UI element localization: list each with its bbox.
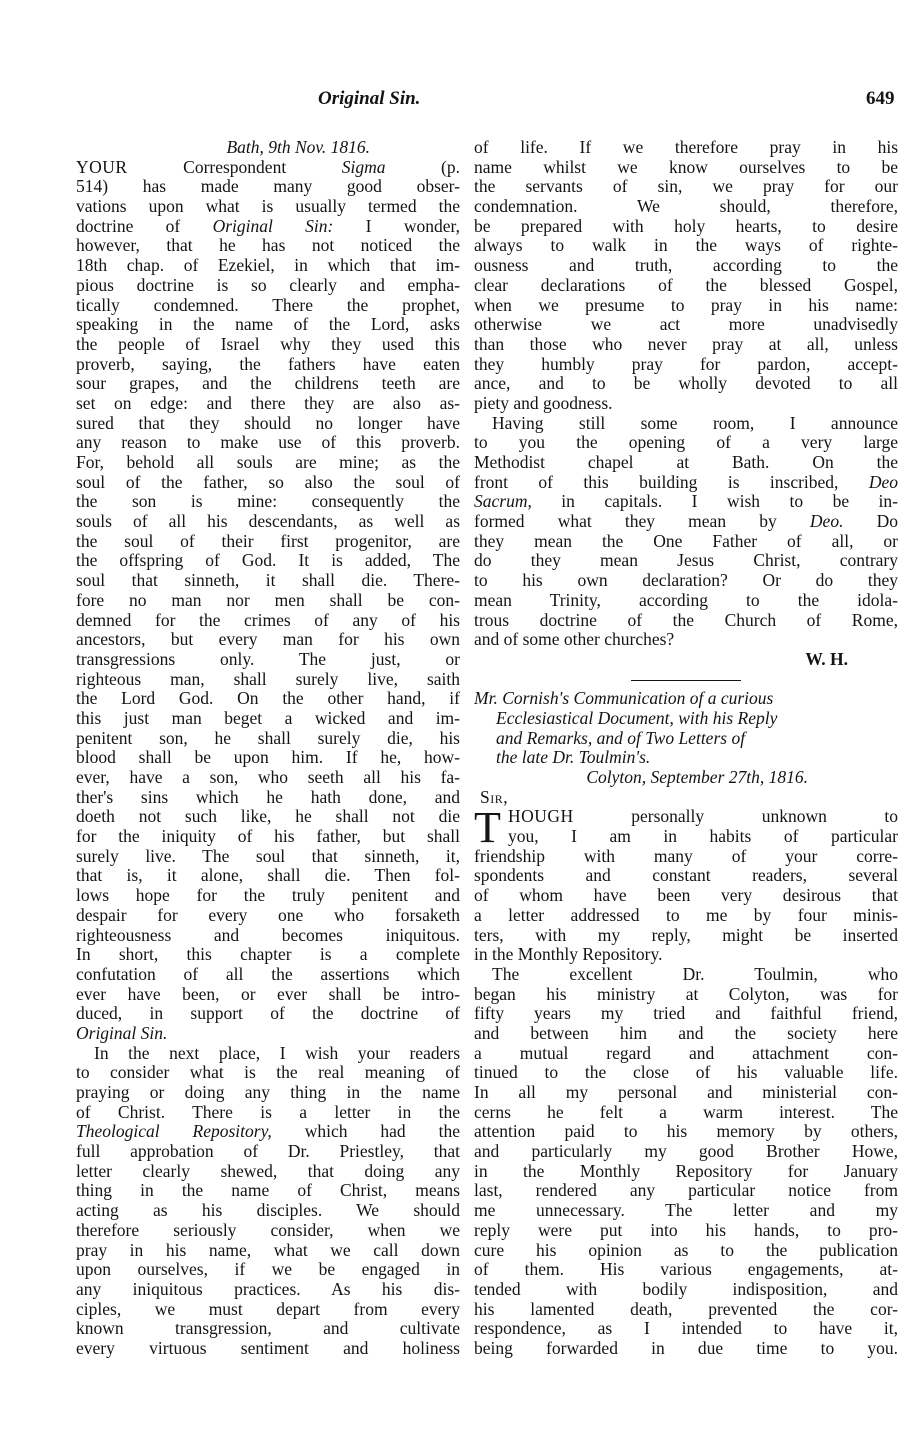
text-line [76, 1162, 460, 1182]
text-run: every virtuous sentiment and holiness [76, 1338, 460, 1358]
text-run: acting as his disciples. We should [76, 1201, 460, 1221]
text-line [76, 512, 460, 532]
text-line [474, 256, 898, 276]
text-run: the son is mine: consequently the [76, 492, 460, 512]
italic-text: Deo. [809, 512, 844, 532]
text-run: in the Monthly Repository for January [474, 1161, 898, 1181]
text-line [76, 827, 460, 847]
text-run: clear declarations of the blessed Gospel, [474, 275, 898, 295]
text-run: the servants of sin, we pray for our [474, 177, 898, 197]
text-run: W. H. [805, 649, 848, 669]
text-line [76, 453, 460, 473]
signature [474, 650, 898, 670]
italic-text: Deo [868, 472, 898, 492]
text-run: being forwarded in due time to you. [474, 1338, 898, 1358]
text-run: of life. If we therefore pray in his [474, 138, 898, 157]
italic-text: Sacrum, [474, 492, 532, 512]
paragraph-last-line [474, 630, 898, 650]
text-run: they humbly pray for pardon, accept- [474, 354, 898, 374]
text-line [76, 847, 460, 867]
text-line [76, 886, 460, 906]
text-line [474, 1280, 898, 1300]
text-line [474, 1300, 898, 1320]
text-run: than those who never pray at all, unless [474, 334, 898, 354]
text-run: to his own declaration? Or do they [474, 571, 898, 591]
text-run: and particularly my good Brother Howe, [474, 1142, 898, 1162]
text-line [474, 512, 898, 532]
paragraph-first-line [474, 414, 898, 434]
small-caps-text: YOUR [76, 157, 128, 177]
text-line [76, 571, 460, 591]
paragraph-last-line [76, 1024, 460, 1044]
text-line [474, 847, 898, 867]
text-line [474, 177, 898, 197]
text-line [474, 217, 898, 237]
text-line [76, 532, 460, 552]
text-line [76, 866, 460, 886]
text-line [474, 315, 898, 335]
italic-text: Mr. Cornish's Communication of a curious [474, 689, 774, 709]
text-line [76, 807, 460, 827]
paragraph-first-line [474, 965, 898, 985]
text-line [76, 315, 460, 335]
text-run: otherwise we act more unadvisedly [474, 315, 898, 335]
left-text-column [76, 138, 460, 1359]
text-line [76, 236, 460, 256]
text-line [474, 1063, 898, 1083]
dateline [474, 768, 898, 788]
text-line [474, 138, 898, 158]
opening-text-line [76, 158, 460, 178]
text-run: however, that he has not noticed the [76, 236, 460, 256]
text-run: his lamented death, prevented the cor- [474, 1299, 898, 1319]
text-run: of Christ. There is a letter in the [76, 1102, 460, 1122]
text-line [76, 1083, 460, 1103]
text-run: ousness and truth, according to the [474, 256, 898, 276]
text-run: to consider what is the real meaning of [76, 1063, 460, 1083]
text-run: tended with bodily indisposition, and [474, 1279, 898, 1299]
text-line [474, 1339, 898, 1359]
text-run: soul of the father, so also the soul of [76, 472, 460, 492]
text-line [474, 571, 898, 591]
text-run: this just man beget a wicked and im- [76, 708, 460, 728]
text-line [76, 433, 460, 453]
text-run: for the iniquity of his father, but shall [76, 827, 460, 847]
text-run: respondence, as I intended to have it, [474, 1319, 898, 1339]
text-run: which had the [271, 1122, 460, 1142]
text-line [76, 709, 460, 729]
text-line [76, 1260, 460, 1280]
italic-text: Theological Repository, [76, 1122, 272, 1142]
italic-text: Sigma [341, 157, 386, 177]
text-run: ever, have a son, who seeth all his fa- [76, 768, 460, 787]
text-run: and of some other churches? [474, 630, 675, 650]
salutation [474, 788, 898, 808]
running-header-title: Original Sin. [318, 88, 421, 109]
text-run: known transgression, and cultivate [76, 1319, 460, 1339]
text-line [474, 611, 898, 631]
text-line [474, 1201, 898, 1221]
text-line [474, 591, 898, 611]
text-run: surely live. The soul that sinneth, it, [76, 846, 460, 866]
text-line [76, 1181, 460, 1201]
text-run: praying or doing any thing in the name [76, 1083, 460, 1102]
text-line [76, 729, 460, 749]
text-line [474, 433, 898, 453]
text-run: letter clearly shewed, that doing any [76, 1161, 460, 1181]
text-run: blood shall be upon him. If he, how- [76, 748, 460, 768]
text-run: personally unknown to [573, 806, 898, 827]
text-line [474, 492, 898, 512]
text-line [474, 1241, 898, 1261]
text-run: transgressions only. The just, or [76, 649, 460, 669]
article-heading-line [474, 709, 898, 729]
text-line [474, 1122, 898, 1142]
text-run: the offspring of God. It is added, The [76, 551, 460, 571]
text-run: vations upon what is usually termed the [76, 197, 460, 217]
text-run: in the Monthly Repository. [474, 945, 663, 965]
text-run: sured that they should no longer have [76, 413, 460, 433]
text-run: doeth not such like, he shall not die [76, 807, 460, 827]
right-text-column [474, 138, 898, 1359]
text-run: do they mean Jesus Christ, contrary [474, 551, 898, 571]
text-run: speaking in the name of the Lord, asks [76, 315, 460, 335]
text-line [474, 197, 898, 217]
text-line [76, 591, 460, 611]
text-line [76, 551, 460, 571]
text-run: the soul of their first progenitor, are [76, 531, 460, 551]
small-caps-text: Sir, [480, 787, 509, 807]
text-run: In all my personal and ministerial con- [474, 1083, 898, 1102]
text-run: set on edge: and there they are also as- [76, 393, 460, 413]
text-run: full approbation of Dr. Priestley, that [76, 1142, 460, 1162]
text-run: always to walk in the ways of righte- [474, 236, 898, 256]
drop-cap-letter: T [474, 803, 501, 853]
text-line [474, 1004, 898, 1024]
text-line [76, 473, 460, 493]
text-run: pray in his name, what we call down [76, 1240, 460, 1260]
text-line [474, 1083, 898, 1103]
text-run: (p. [385, 157, 460, 177]
paragraph-last-line [474, 394, 898, 414]
text-run: ters, with my reply, might be inserted [474, 925, 898, 945]
text-run: sour grapes, and the childrens teeth are [76, 374, 460, 394]
text-line [76, 985, 460, 1005]
text-run: formed what they mean by [474, 512, 810, 532]
italic-text: Original Sin: [212, 216, 334, 236]
article-heading-line [474, 729, 898, 749]
text-run: 514) has made many good obser- [76, 177, 460, 197]
page-number: 649 [866, 88, 895, 109]
text-run: of them. His various engagements, at- [474, 1260, 898, 1280]
text-run: righteous man, shall surely live, saith [76, 669, 460, 689]
small-caps-text: HOUGH [508, 806, 574, 827]
text-line [474, 158, 898, 178]
text-line [474, 1221, 898, 1241]
text-line [76, 1241, 460, 1261]
text-run: last, rendered any particular notice from [474, 1181, 898, 1201]
text-line [76, 630, 460, 650]
text-line [474, 1103, 898, 1123]
text-run: confutation of all the assertions which [76, 964, 460, 984]
text-run: condemnation. We should, therefore, [474, 197, 898, 217]
text-run: duced, in support of the doctrine of [76, 1004, 460, 1024]
text-line [76, 1201, 460, 1221]
text-run: penitent son, he shall surely die, his [76, 728, 460, 748]
italic-text: Bath, 9th Nov. 1816. [226, 138, 370, 157]
text-run: cure his opinion as to the publication [474, 1240, 898, 1260]
text-run: Correspondent [127, 157, 342, 177]
text-run: demned for the crimes of any of his [76, 610, 460, 630]
text-line [76, 906, 460, 926]
text-line [76, 197, 460, 217]
text-run: ance, and to be wholly devoted to all [474, 374, 898, 394]
text-run: the people of Israel why they used this [76, 334, 460, 354]
text-line [474, 1181, 898, 1201]
text-run: soul that sinneth, it shall die. There- [76, 571, 460, 591]
text-line [76, 374, 460, 394]
text-run: attention paid to his memory by others, [474, 1122, 898, 1142]
text-line [474, 1024, 898, 1044]
text-run: tically condemned. There the prophet, [76, 295, 460, 315]
text-line [76, 670, 460, 690]
italic-text: Original Sin. [76, 1023, 168, 1043]
text-line [474, 926, 898, 946]
text-run: in capitals. I wish to be in- [531, 492, 898, 512]
text-run: of whom have been very desirous that [474, 886, 898, 906]
text-line [474, 1260, 898, 1280]
text-run: ancestors, but every man for his own [76, 630, 460, 650]
text-run: to you the opening of a very large [474, 433, 898, 453]
text-line [76, 689, 460, 709]
text-line [76, 945, 460, 965]
text-line [474, 985, 898, 1005]
text-line [76, 768, 460, 788]
text-line [76, 394, 460, 414]
text-run: ther's sins which he hath done, and [76, 787, 460, 807]
text-run: The excellent Dr. Toulmin, who [492, 964, 898, 984]
text-run: In short, this chapter is a complete [76, 945, 460, 965]
text-line [474, 1142, 898, 1162]
text-run: Do [843, 512, 898, 532]
text-line [474, 374, 898, 394]
text-run: Having still some room, I announce [492, 413, 898, 433]
text-line [76, 492, 460, 512]
text-line [76, 611, 460, 631]
text-line [76, 177, 460, 197]
text-line [474, 296, 898, 316]
text-run: fore no man nor men shall be con- [76, 590, 460, 610]
text-run: Methodist chapel at Bath. On the [474, 453, 898, 472]
text-line [76, 276, 460, 296]
text-line [76, 256, 460, 276]
text-run: thing in the name of Christ, means [76, 1181, 460, 1201]
text-line [474, 551, 898, 571]
text-line [76, 414, 460, 434]
text-run: For, behold all souls are mine; as the [76, 453, 460, 472]
text-line [474, 453, 898, 473]
text-run: a mutual regard and attachment con- [474, 1043, 898, 1063]
article-heading-line [474, 748, 898, 768]
text-line [76, 296, 460, 316]
text-run: name whilst we know ourselves to be [474, 157, 898, 177]
text-line [474, 886, 898, 906]
text-run: any reason to make use of this proverb. [76, 433, 460, 453]
text-line [76, 1122, 460, 1142]
text-line [76, 335, 460, 355]
text-line [76, 1103, 460, 1123]
text-run: a letter addressed to me by four minis- [474, 905, 898, 925]
text-line [76, 355, 460, 375]
text-line [76, 1063, 460, 1083]
text-run: despair for every one who forsaketh [76, 905, 460, 925]
text-line [474, 473, 898, 493]
text-run: spondents and constant readers, several [474, 866, 898, 886]
text-line [76, 926, 460, 946]
text-line [474, 335, 898, 355]
italic-text: Ecclesiastical Document, with his Reply [496, 708, 778, 728]
text-line [76, 1221, 460, 1241]
text-run: any iniquitous practices. As his dis- [76, 1279, 460, 1299]
text-line [76, 1300, 460, 1320]
text-run: front of this building is inscribed, [474, 472, 869, 492]
text-line [474, 355, 898, 375]
text-run: righteousness and becomes iniquitous. [76, 925, 460, 945]
text-line [474, 1162, 898, 1182]
italic-text: and Remarks, and of Two Letters of [496, 728, 746, 748]
text-line [76, 965, 460, 985]
text-run: therefore seriously consider, when we [76, 1220, 460, 1240]
text-run: upon ourselves, if we be engaged in [76, 1260, 460, 1280]
text-line [76, 217, 460, 237]
text-line [474, 1044, 898, 1064]
text-run: they mean the One Father of all, or [474, 531, 898, 551]
text-line [76, 1142, 460, 1162]
text-run: be prepared with holy hearts, to desire [474, 216, 898, 236]
text-run: proverb, saying, the fathers have eaten [76, 354, 460, 374]
text-line [474, 866, 898, 886]
paragraph-last-line [474, 945, 898, 965]
text-run: reply were put into his hands, to pro- [474, 1220, 898, 1240]
text-run: and between him and the society here [474, 1023, 898, 1043]
section-rule [474, 670, 898, 690]
text-line [474, 532, 898, 552]
text-run: you, I am in habits of particular [508, 827, 898, 847]
text-run: cerns he felt a warm interest. The [474, 1102, 898, 1122]
text-run: friendship with many of your corre- [474, 846, 898, 866]
text-run: that is, it alone, shall die. Then fol- [76, 866, 460, 886]
article-heading-line [474, 689, 898, 709]
text-run: lows hope for the truly penitent and [76, 886, 460, 906]
text-line [474, 276, 898, 296]
text-line [76, 1319, 460, 1339]
text-run: when we presume to pray in his name: [474, 295, 898, 315]
text-line [474, 827, 898, 847]
text-run: me unnecessary. The letter and my [474, 1201, 898, 1221]
text-line [76, 748, 460, 768]
text-line [76, 1004, 460, 1024]
paragraph-first-line [76, 1044, 460, 1064]
text-run: pious doctrine is so clearly and empha- [76, 275, 460, 295]
text-run: fifty years my tried and faithful friend, [474, 1004, 898, 1024]
text-line [474, 1319, 898, 1339]
text-run: ever have been, or ever shall be intro- [76, 984, 460, 1004]
text-run: tinued to the close of his valuable life. [474, 1063, 898, 1083]
text-line [76, 1280, 460, 1300]
text-run: souls of all his descendants, as well as [76, 512, 460, 532]
text-line [76, 788, 460, 808]
italic-text: the late Dr. Toulmin's. [496, 748, 651, 768]
text-run: began his ministry at Colyton, was for [474, 984, 898, 1004]
text-line [76, 650, 460, 670]
italic-text: Colyton, September 27th, 1816. [586, 768, 808, 787]
text-run: mean Trinity, according to the idola- [474, 590, 898, 610]
text-line [474, 906, 898, 926]
text-line [76, 1339, 460, 1359]
text-run: trous doctrine of the Church of Rome, [474, 610, 898, 630]
text-run: piety and goodness. [474, 393, 613, 413]
text-run: I wonder, [333, 216, 460, 236]
dateline [76, 138, 460, 158]
text-line [474, 236, 898, 256]
text-run: In the next place, I wish your readers [94, 1043, 460, 1063]
text-run: the Lord God. On the other hand, if [76, 689, 460, 709]
text-run: ciples, we must depart from every [76, 1299, 460, 1319]
text-run: doctrine of [76, 216, 213, 236]
text-run: 18th chap. of Ezekiel, in which that im- [76, 256, 460, 276]
